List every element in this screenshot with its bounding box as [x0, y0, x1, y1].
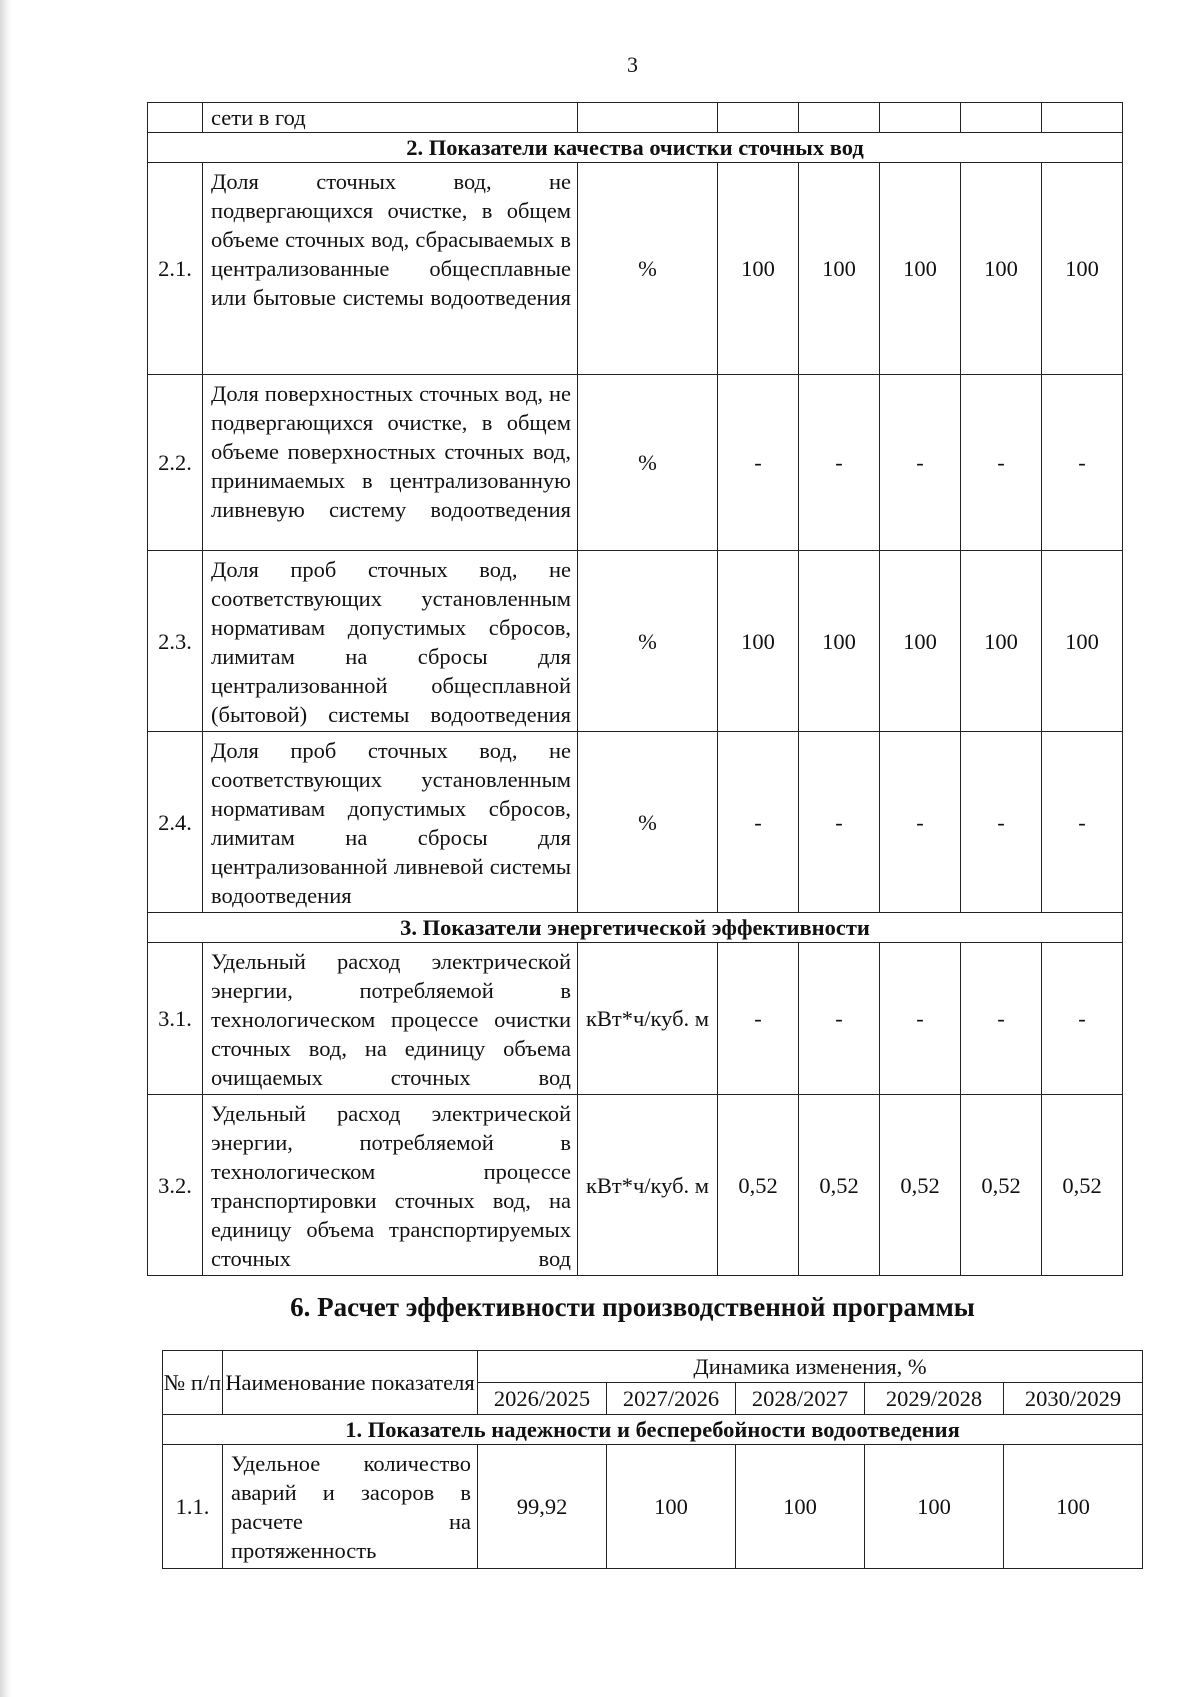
efficiency-table [162, 1350, 1143, 1569]
value: 100 [799, 551, 880, 732]
table-row [148, 551, 1123, 732]
indicator-name: Удельный расход электрической энергии, потребляемой в технологическом процессе транспортировки сточных вод, на единицу объема транспортируемых сточных вод [203, 1095, 578, 1276]
value: - [880, 375, 961, 551]
table-row [163, 1445, 1143, 1569]
period-header: 2027/2026 [607, 1383, 736, 1415]
period-header: 2029/2028 [865, 1383, 1004, 1415]
value: - [799, 943, 880, 1095]
row-number: 2.3. [148, 551, 203, 732]
row-number: 2.4. [148, 732, 203, 913]
table-row [148, 943, 1123, 1095]
value: - [799, 732, 880, 913]
table-row [148, 1095, 1123, 1276]
value: 100 [718, 163, 799, 375]
unit: кВт*ч/куб. м [578, 943, 718, 1095]
value: 0,52 [880, 1095, 961, 1276]
value: 99,92 [478, 1445, 607, 1569]
unit: % [578, 551, 718, 732]
value: 100 [607, 1445, 736, 1569]
indicator-name: Удельное количество аварий и засоров в расчете на протяженность [223, 1445, 478, 1569]
indicator-name: Доля поверхностных сточных вод, не подвергающихся очистке, в общем объеме поверхностных сточных вод, принимаемых в централизованную ливневую систему водоотведения [203, 375, 578, 551]
value: - [961, 375, 1042, 551]
value: 100 [880, 551, 961, 732]
value: - [1042, 375, 1123, 551]
section-1-title: 1. Показатель надежности и бесперебойности водоотведения [163, 1415, 1143, 1445]
scan-left-edge-shadow [0, 0, 12, 1697]
value: - [718, 732, 799, 913]
value: - [961, 943, 1042, 1095]
value: 100 [718, 551, 799, 732]
unit: % [578, 163, 718, 375]
value: - [880, 943, 961, 1095]
section-2-title: 2. Показатели качества очистки сточных вод [148, 133, 1123, 163]
value: - [718, 375, 799, 551]
indicators-table [147, 102, 1123, 1276]
period-header: 2026/2025 [478, 1383, 607, 1415]
value: - [961, 732, 1042, 913]
value: 100 [961, 551, 1042, 732]
indicator-name: Удельный расход электрической энергии, потребляемой в технологическом процессе очистки сточных вод, на единицу объема очищаемых сточных вод [203, 943, 578, 1095]
value: - [880, 732, 961, 913]
unit: % [578, 375, 718, 551]
value: - [718, 943, 799, 1095]
section-1-header [163, 1415, 1143, 1445]
indicator-name: Доля проб сточных вод, не соответствующих установленным нормативам допустимых сбросов, лимитам на сбросы для централизованной общесплавной (бытовой) системы водоотведения [203, 551, 578, 732]
value: 0,52 [799, 1095, 880, 1276]
value: 100 [961, 163, 1042, 375]
col-header-name: Наименование показателя [223, 1351, 478, 1415]
table-row [148, 375, 1123, 551]
value: 100 [799, 163, 880, 375]
value: 0,52 [1042, 1095, 1123, 1276]
value: 100 [1042, 551, 1123, 732]
continuation-text: сети в год [203, 103, 578, 133]
value: 0,52 [718, 1095, 799, 1276]
value: 100 [865, 1445, 1004, 1569]
table-header-row [163, 1351, 1143, 1383]
unit: % [578, 732, 718, 913]
unit: кВт*ч/куб. м [578, 1095, 718, 1276]
row-number: 3.2. [148, 1095, 203, 1276]
row-number: 2.2. [148, 375, 203, 551]
indicator-name: Доля сточных вод, не подвергающихся очистке, в общем объеме сточных вод, сбрасываемых в централизованные общесплавные или бытовые системы водоотведения [203, 163, 578, 375]
row-number: 1.1. [163, 1445, 223, 1569]
col-header-number: № п/п [163, 1351, 223, 1415]
section-3-title: 3. Показатели энергетической эффективности [148, 913, 1123, 943]
table-row [148, 732, 1123, 913]
value: - [1042, 732, 1123, 913]
section-2-header [148, 133, 1123, 163]
value: 0,52 [961, 1095, 1042, 1276]
value: - [1042, 943, 1123, 1095]
value: 100 [880, 163, 961, 375]
value: - [799, 375, 880, 551]
row-number: 2.1. [148, 163, 203, 375]
col-header-dynamics: Динамика изменения, % [478, 1351, 1143, 1383]
period-header: 2028/2027 [736, 1383, 865, 1415]
indicator-name: Доля проб сточных вод, не соответствующих установленным нормативам допустимых сбросов, лимитам на сбросы для централизованной ливневой системы водоотведения [203, 732, 578, 913]
value: 100 [1042, 163, 1123, 375]
period-header: 2030/2029 [1004, 1383, 1143, 1415]
value: 100 [1004, 1445, 1143, 1569]
section-3-header [148, 913, 1123, 943]
section-6-heading: 6. Расчет эффективности производственной программы [290, 1292, 975, 1322]
table-row [148, 163, 1123, 375]
value: 100 [736, 1445, 865, 1569]
continuation-row [148, 103, 1123, 133]
row-number: 3.1. [148, 943, 203, 1095]
page-number: 3 [627, 52, 638, 77]
